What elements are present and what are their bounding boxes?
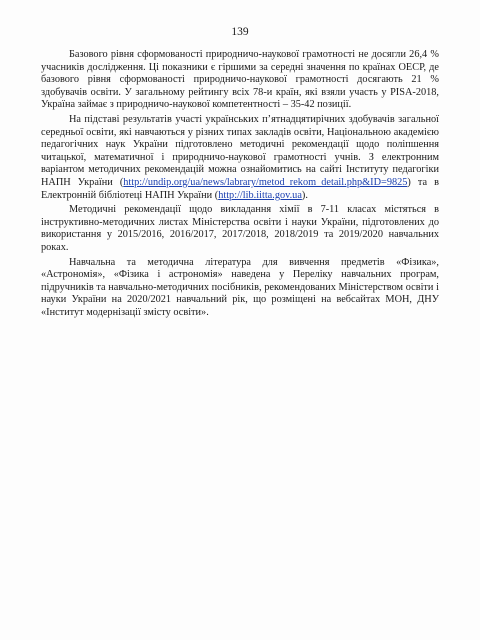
- paragraph-physics-literature: Навчальна та методична література для вивчення предметів «Фізика», «Астрономія», «Фізика і астрономія» наведена у Переліку навчальних програм, підручників та навчально-методичних посібників, рекомендованих Міністерством освіти і науки України на 2020/2021 навчальний рік, що розміщені на вебсайтах МОН, ДНУ «Інститут модернізації змісту освіти».: [41, 256, 439, 318]
- paragraph-methodical-recommendations: [41, 114, 439, 202]
- body-text: [41, 49, 439, 319]
- paragraph-text: На підставі результатів участі українських п’ятнадцятирічних здобувачів загальної середньої освіти, які навчаються у різних типах закладів освіти, Національною академією педагогічних наук України підготовлено методичні рекомендації щодо поліпшення читацької, математичної і природничо-наукової грамотності учнів. З електронним варіантом методичних рекомендацій можна ознайомитись на сайті Інституту педагогіки НАПН України (: [41, 113, 439, 188]
- paragraph-pisa-results: Базового рівня сформованості природничо-наукової грамотності не досягли 26,4 % учасників дослідження. Ці показники є гіршими за середні значення по країнах ОЕСР, де базового рівня сформованості природничо-наукової грамотності досягають 21 % здобувачів освіти. У загальному рейтингу всіх 78-и країн, які взяли участь у PISA-2018, Україна займає з природничо-наукової компетентності – 35-42 позиції.: [41, 49, 439, 111]
- page-number: 139: [231, 26, 249, 38]
- paragraph-text: ) та в Електронній бібліотеці НАПН України (: [41, 176, 440, 201]
- library-link[interactable]: http://lib.iitta.gov.ua: [218, 189, 302, 201]
- undip-link[interactable]: http://undip.org/ua/news/labrary/metod_rekom_detail.php&ID=9825: [123, 176, 408, 188]
- paragraph-text: ).: [301, 189, 308, 201]
- paragraph-chemistry-letters: Методичні рекомендації щодо викладання хімії в 7-11 класах містяться в інструктивно-методичних листах Міністерства освіти і науки України, підготовлених до використання у 2015/2016, 2016/2017, 2017/2018, 2018/2019 та 2019/2020 навчальних роках.: [41, 204, 439, 253]
